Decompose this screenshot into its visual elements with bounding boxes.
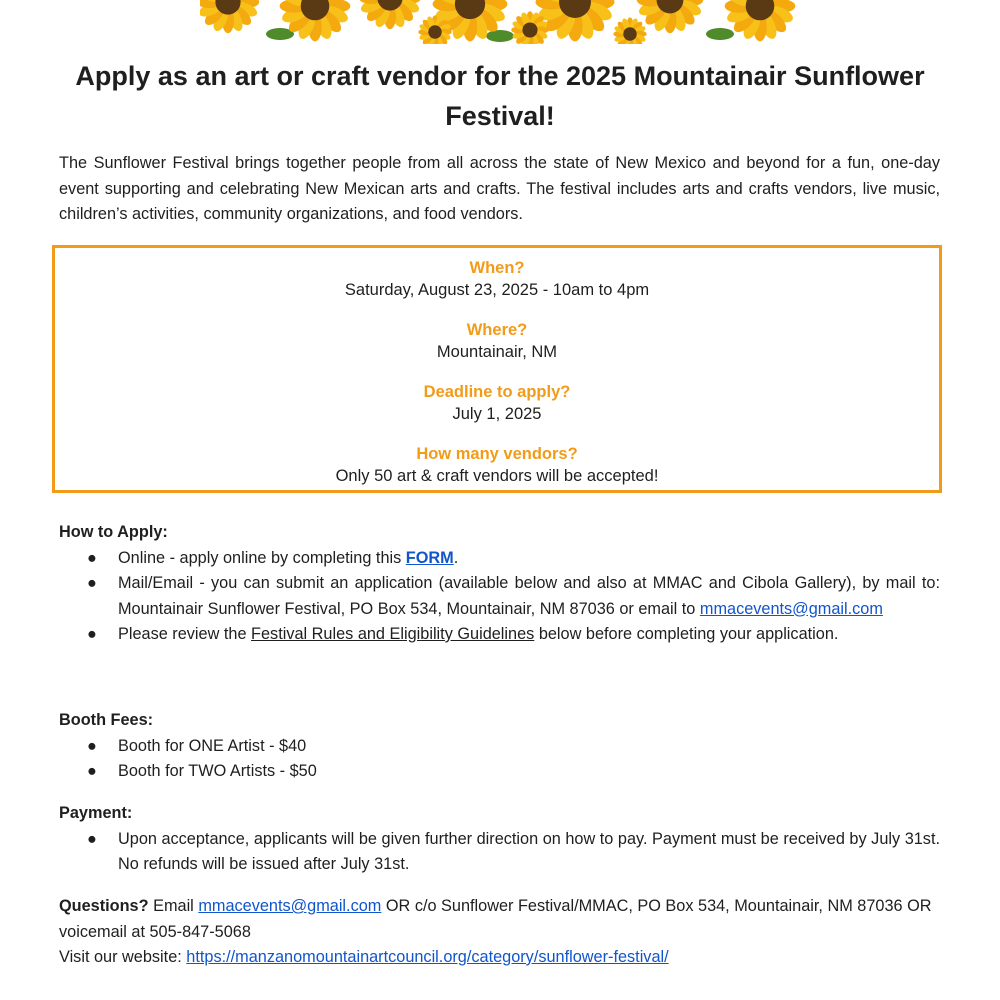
intro-paragraph: The Sunflower Festival brings together people from all across the state of New Mexico and beyond for a fun, one-day event supporting and celebrating New Mexican arts and crafts. The festival includes arts and crafts vendors, live music, children’s activities, community organizations, and food vendors. (59, 154, 940, 223)
email-link[interactable]: mmacevents@gmail.com (198, 897, 382, 915)
sunflower-icon (535, 0, 614, 42)
info-where (55, 320, 939, 363)
guidelines-reference: Festival Rules and Eligibility Guidelines (251, 625, 535, 643)
list-item (59, 546, 940, 572)
info-when (55, 258, 939, 301)
section-heading: Payment: (59, 804, 133, 822)
questions-section (59, 894, 940, 971)
section-heading: Booth Fees: (59, 711, 154, 729)
section-heading: Questions? (59, 897, 149, 915)
website-label: Visit our website: (59, 948, 187, 966)
list-item-text: . (453, 548, 459, 567)
payment-list (59, 827, 940, 878)
info-vendor-count (55, 444, 939, 487)
sunflower-icon (725, 0, 796, 41)
list-item-text: Booth for TWO Artists - $50 (118, 762, 317, 780)
bullet-icon: ● (87, 829, 97, 848)
list-item-text: below before completing your application. (534, 625, 839, 643)
how-to-apply-list (59, 546, 940, 648)
info-answer: Mountainair, NM (436, 343, 558, 361)
sunflower-icon (200, 0, 259, 33)
bullet-icon: ● (87, 625, 97, 643)
form-link[interactable]: FORM (405, 548, 454, 567)
list-item (59, 759, 940, 785)
section-heading: How to Apply: (59, 523, 168, 541)
bullet-icon: ● (87, 762, 97, 780)
booth-fees-list (59, 734, 940, 785)
bullet-icon: ● (87, 736, 97, 755)
leaf-icon (486, 30, 514, 42)
website-line (59, 945, 940, 971)
list-item-text: Booth for ONE Artist - $40 (118, 736, 307, 755)
list-item-text: Mail/Email - you can submit an application (available below and also at MMAC and Cibola Gallery), by mail to: Mountainair Sunflower Festival, PO Box 534, Mountainair, NM 87036 or email to (118, 574, 940, 618)
page-title: Apply as an art or craft vendor for the 2025 Mountainair Sunflower Festival! (75, 61, 925, 131)
questions-paragraph (59, 894, 940, 945)
info-answer: July 1, 2025 (452, 405, 542, 423)
list-item (59, 734, 940, 760)
sunflower-icon (200, 0, 800, 44)
event-info-box (52, 245, 942, 493)
sunflower-icon (637, 0, 704, 33)
sunflower-icon (613, 17, 646, 44)
sunflower-icon (359, 0, 421, 29)
list-item-text: Online - apply online by completing this (118, 548, 406, 567)
list-item (59, 571, 940, 622)
list-item (59, 622, 940, 648)
leaf-icon (706, 28, 734, 40)
questions-text: Email (148, 897, 199, 915)
info-question: How many vendors? (416, 445, 578, 463)
list-item (59, 827, 940, 878)
payment-section (59, 801, 940, 878)
info-answer: Only 50 art & craft vendors will be accepted! (335, 467, 659, 485)
info-deadline (55, 382, 939, 425)
questions-text: OR c/o Sunflower Festival/MMAC, PO Box 534, Mountainair, NM 87036 OR voicemail at 505-847-5068 (59, 897, 932, 941)
list-item-text: Please review the (118, 625, 252, 643)
booth-fees-section (59, 708, 940, 785)
how-to-apply-section (59, 520, 940, 648)
sunflower-banner (200, 0, 800, 44)
bullet-icon: ● (87, 548, 97, 567)
info-question: Where? (466, 321, 528, 339)
info-question: Deadline to apply? (423, 383, 571, 401)
list-item-text: Upon acceptance, applicants will be given further direction on how to pay. Payment must be received by July 31st. No refunds will be issued after July 31st. (118, 829, 940, 873)
bullet-icon: ● (87, 574, 97, 592)
info-answer: Saturday, August 23, 2025 - 10am to 4pm (344, 281, 650, 299)
info-question: When? (469, 259, 525, 277)
email-link[interactable]: mmacevents@gmail.com (699, 599, 883, 618)
website-link[interactable]: https://manzanomountainartcouncil.org/category/sunflower-festival/ (186, 948, 669, 966)
